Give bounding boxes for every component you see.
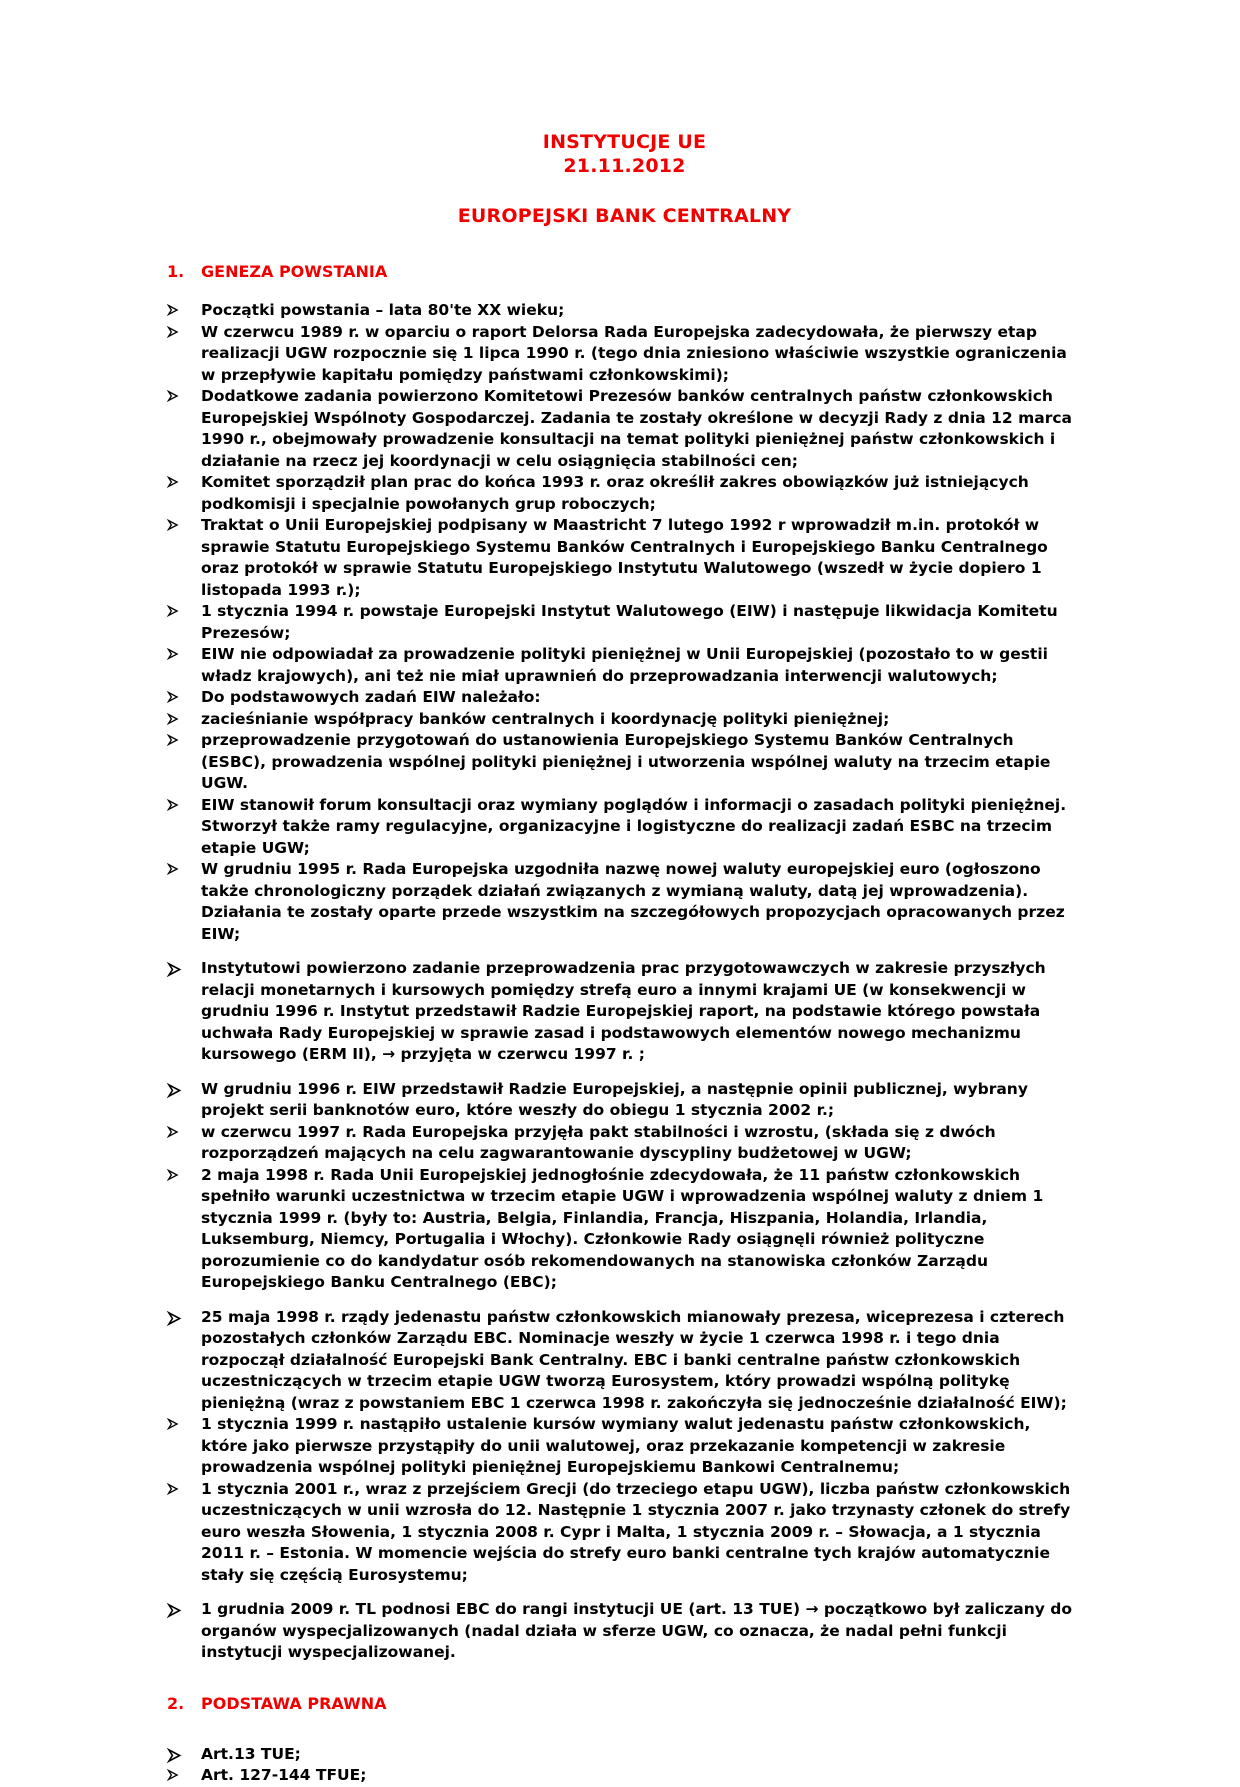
bullet-item-text: 25 maja 1998 r. rządy jedenastu państw członkowskich mianowały prezesa, wiceprezesa i czterech pozostałych członków Zarządu EBC. Nominacje weszły w życie 1 czerwca 1998 r. i tego dnia rozpoczął działalność Europejski Bank Centralny. EBC i banki centralne państw członkowskich uczestniczących w trzecim etapie UGW tworzą Eurosystem, który prowadzi wspólną politykę pieniężną (wraz z powstaniem EBC 1 czerwca 1998 r. zakończyła się jednocześnie działalność EIW); [201,1307,1067,1412]
section-heading [167,1694,1082,1714]
bullet-item [167,1079,1082,1122]
bullet-arrow-icon [167,1479,201,1587]
bullet-arrow-icon [167,1079,201,1122]
bullet-item-text: Początki powstania – lata 80'te XX wieku; [201,301,565,319]
bullet-item-text: EIW stanowił forum konsultacji oraz wymiany poglądów i informacji o zasadach polityki pieniężnej. Stworzył także ramy regulacyjne, organizacyjne i logistyczne do realizacji zadań ESBC na trzecim etapie UGW; [201,795,1067,857]
bullet-arrow-icon [167,1599,201,1664]
bullet-item [167,322,1082,387]
bullet-item-text: W grudniu 1996 r. EIW przedstawił Radzie Europejskiej, a następnie opinii publicznej, wybrany projekt serii banknotów euro, które weszły do obiegu 1 stycznia 2002 r.; [201,1079,1028,1119]
document-date: 21.11.2012 [563,155,686,177]
bullet-item [167,1765,1082,1787]
section [167,1694,1082,1787]
bullet-arrow-icon [167,515,201,601]
bullet-item-text: Art. 127-144 TFUE; [201,1766,367,1784]
bullet-item [167,687,1082,709]
bullet-item-text: zacieśnianie współpracy banków centralnych i koordynację polityki pieniężnej; [201,709,890,728]
bullet-item-text: 1 stycznia 2001 r., wraz z przejściem Grecji (do trzeciego etapu UGW), liczba państw członkowskich uczestniczących w unii wzrosła do 12. Następnie 1 stycznia 2007 r. jako trzynasty członek do strefy euro weszła Słowenia, 1 stycznia 2008 r. Cypr i Malta, 1 stycznia 2009 r. – Słowacja, a 1 stycznia 2011 r. – Estonia. W momencie wejścia do strefy euro banki centralne tych krajów automatycznie stały się częścią Eurosystemu; [201,1479,1071,1584]
bullet-item-text: 2 maja 1998 r. Rada Unii Europejskiej jednogłośnie zdecydowała, że 11 państw członkowskich spełniło warunki uczestnictwa w trzecim etapie UGW i wprowadzenia wspólnej waluty z dniem 1 stycznia 1999 r. (były to: Austria, Belgia, Finlandia, Francja, Hiszpania, Holandia, Irlandia, Luksemburg, Niemcy, Portugalia i Włochy). Członkowie Rady osiągnęli również polityczne porozumienie co do kandydatur osób rekomendowanych na stanowiska członków Zarządu Europejskiego Banku Centralnego (EBC); [201,1165,1044,1291]
bullet-arrow-icon [167,1765,201,1787]
bullet-item [167,1165,1082,1294]
document-subtitle: EUROPEJSKI BANK CENTRALNY [457,205,792,227]
bullet-arrow-icon [167,1307,201,1415]
bullet-item [167,730,1082,795]
bullet-arrow-icon [167,859,201,945]
bullet-arrow-icon [167,1744,201,1766]
bullet-arrow-icon [167,644,201,687]
bullet-item [167,386,1082,472]
bullet-item-text: Traktat o Unii Europejskiej podpisany w Maastricht 7 lutego 1992 r wprowadził m.in. protokół w sprawie Statutu Europejskiego Systemu Banków Centralnych i Europejskiego Banku Centralnego oraz protokół w sprawie Statutu Europejskiego Instytutu Walutowego (wszedł w życie dopiero 1 listopada 1993 r.); [201,516,1048,599]
bullet-arrow-icon [167,300,201,322]
section-title: PODSTAWA PRAWNA [201,1693,387,1713]
bullet-item [167,1479,1082,1587]
bullet-item [167,472,1082,515]
section-number: 1. [167,262,185,281]
bullet-item-text: EIW nie odpowiadał za prowadzenie polityki pieniężnej w Unii Europejskiej (pozostało to w gestii władz krajowych), ani też nie miał uprawnień do przeprowadzania interwencji walutowych; [201,645,1048,685]
bullet-item [167,601,1082,644]
bullet-item [167,515,1082,601]
bullet-item [167,795,1082,860]
bullet-item [167,1414,1082,1479]
bullet-list [167,1744,1082,1787]
bullet-arrow-icon [167,322,201,387]
bullet-arrow-icon [167,1414,201,1479]
bullet-item-text: W grudniu 1995 r. Rada Europejska uzgodniła nazwę nowej waluty europejskiej euro (ogłoszono także chronologiczny porządek działań związanych z wymianą waluty, datą jej wprowadzenia). Działania te zostały oparte przede wszystkim na szczegółowych propozycjach opracowanych przez EIW; [201,860,1065,943]
bullet-item [167,1122,1082,1165]
bullet-item-text: Art.13 TUE; [201,1744,301,1763]
bullet-item-text: przeprowadzenie przygotowań do ustanowienia Europejskiego Systemu Banków Centralnych (ESBC), prowadzenia wspólnej polityki pieniężnej i utworzenia wspólnej waluty na trzecim etapie UGW. [201,731,1051,792]
bullet-list [167,300,1082,1664]
bullet-item [167,644,1082,687]
bullet-item [167,859,1082,945]
bullet-arrow-icon [167,730,201,795]
bullet-arrow-icon [167,472,201,515]
bullet-item [167,1744,1082,1766]
bullet-arrow-icon [167,687,201,709]
bullet-item [167,1599,1082,1664]
document-title: INSTYTUCJE UE [542,131,707,153]
bullet-item-text: Do podstawowych zadań EIW należało: [201,688,541,706]
section-title: GENEZA POWSTANIA [201,262,388,281]
bullet-arrow-icon [167,386,201,472]
section-heading [167,262,1082,282]
bullet-item [167,1307,1082,1415]
bullet-item-text: 1 grudnia 2009 r. TL podnosi EBC do rangi instytucji UE (art. 13 TUE) → początkowo był zaliczany do organów wyspecjalizowanych (nadal działa w sferze UGW, co oznacza, że nadal pełni funkcji instytucji wyspecjalizowanej. [201,1600,1072,1661]
bullet-item [167,709,1082,731]
bullet-item-text: Dodatkowe zadania powierzono Komitetowi Prezesów banków centralnych państw członkowskich Europejskiej Wspólnoty Gospodarczej. Zadania te zostały określone w decyzji Rady z dnia 12 marca 1990 r., obejmowały prowadzenie konsultacji na temat polityki pieniężnej państw członkowskich i działanie na rzecz jej koordynacji w celu osiągnięcia stabilności cen; [201,387,1073,470]
bullet-item-text: w czerwcu 1997 r. Rada Europejska przyjęła pakt stabilności i wzrostu, (składa się z dwóch rozporządzeń mających na celu zagwarantowanie dyscypliny budżetowej w UGW; [201,1122,996,1162]
bullet-item-text: 1 stycznia 1994 r. powstaje Europejski Instytut Walutowego (EIW) i następuje likwidacja Komitetu Prezesów; [201,602,1058,642]
bullet-arrow-icon [167,601,201,644]
bullet-item-text: Komitet sporządził plan prac do końca 1993 r. oraz określił zakres obowiązków już istniejących podkomisji i specjalnie powołanych grup roboczych; [201,473,1029,513]
bullet-item-text: W czerwcu 1989 r. w oparciu o raport Delorsa Rada Europejska zadecydowała, że pierwszy etap realizacji UGW rozpocznie się 1 lipca 1990 r. (tego dnia zniesiono właściwie wszystkie ograniczenia w przepływie kapitału pomiędzy państwami członkowskimi); [201,322,1067,384]
bullet-arrow-icon [167,1165,201,1294]
bullet-item-text: 1 stycznia 1999 r. nastąpiło ustalenie kursów wymiany walut jedenastu państw członkowskich, które jako pierwsze przystąpiły do unii walutowej, oraz przekazanie kompetencji w zakresie prowadzenia wspólnej polityki pieniężnej Europejskiemu Bankowi Centralnemu; [201,1415,1031,1476]
bullet-item-text: Instytutowi powierzono zadanie przeprowadzenia prac przygotowawczych w zakresie przyszłych relacji monetarnych i kursowych pomiędzy strefą euro a innymi krajami UE (w konsekwencji w grudniu 1996 r. Instytut przedstawił Radzie Europejskiej raport, na podstawie którego powstała uchwała Rady Europejskiej w sprawie zasad i podstawowych elementów nowego mechanizmu kursowego (ERM II), → przyjęta w czerwcu 1997 r. ; [201,959,1046,1063]
bullet-arrow-icon [167,958,201,1066]
bullet-arrow-icon [167,795,201,860]
bullet-arrow-icon [167,1122,201,1165]
bullet-item [167,300,1082,322]
section [167,262,1082,1664]
document-body [167,262,1082,1787]
bullet-arrow-icon [167,709,201,731]
bullet-item [167,958,1082,1066]
section-number: 2. [167,1693,185,1713]
